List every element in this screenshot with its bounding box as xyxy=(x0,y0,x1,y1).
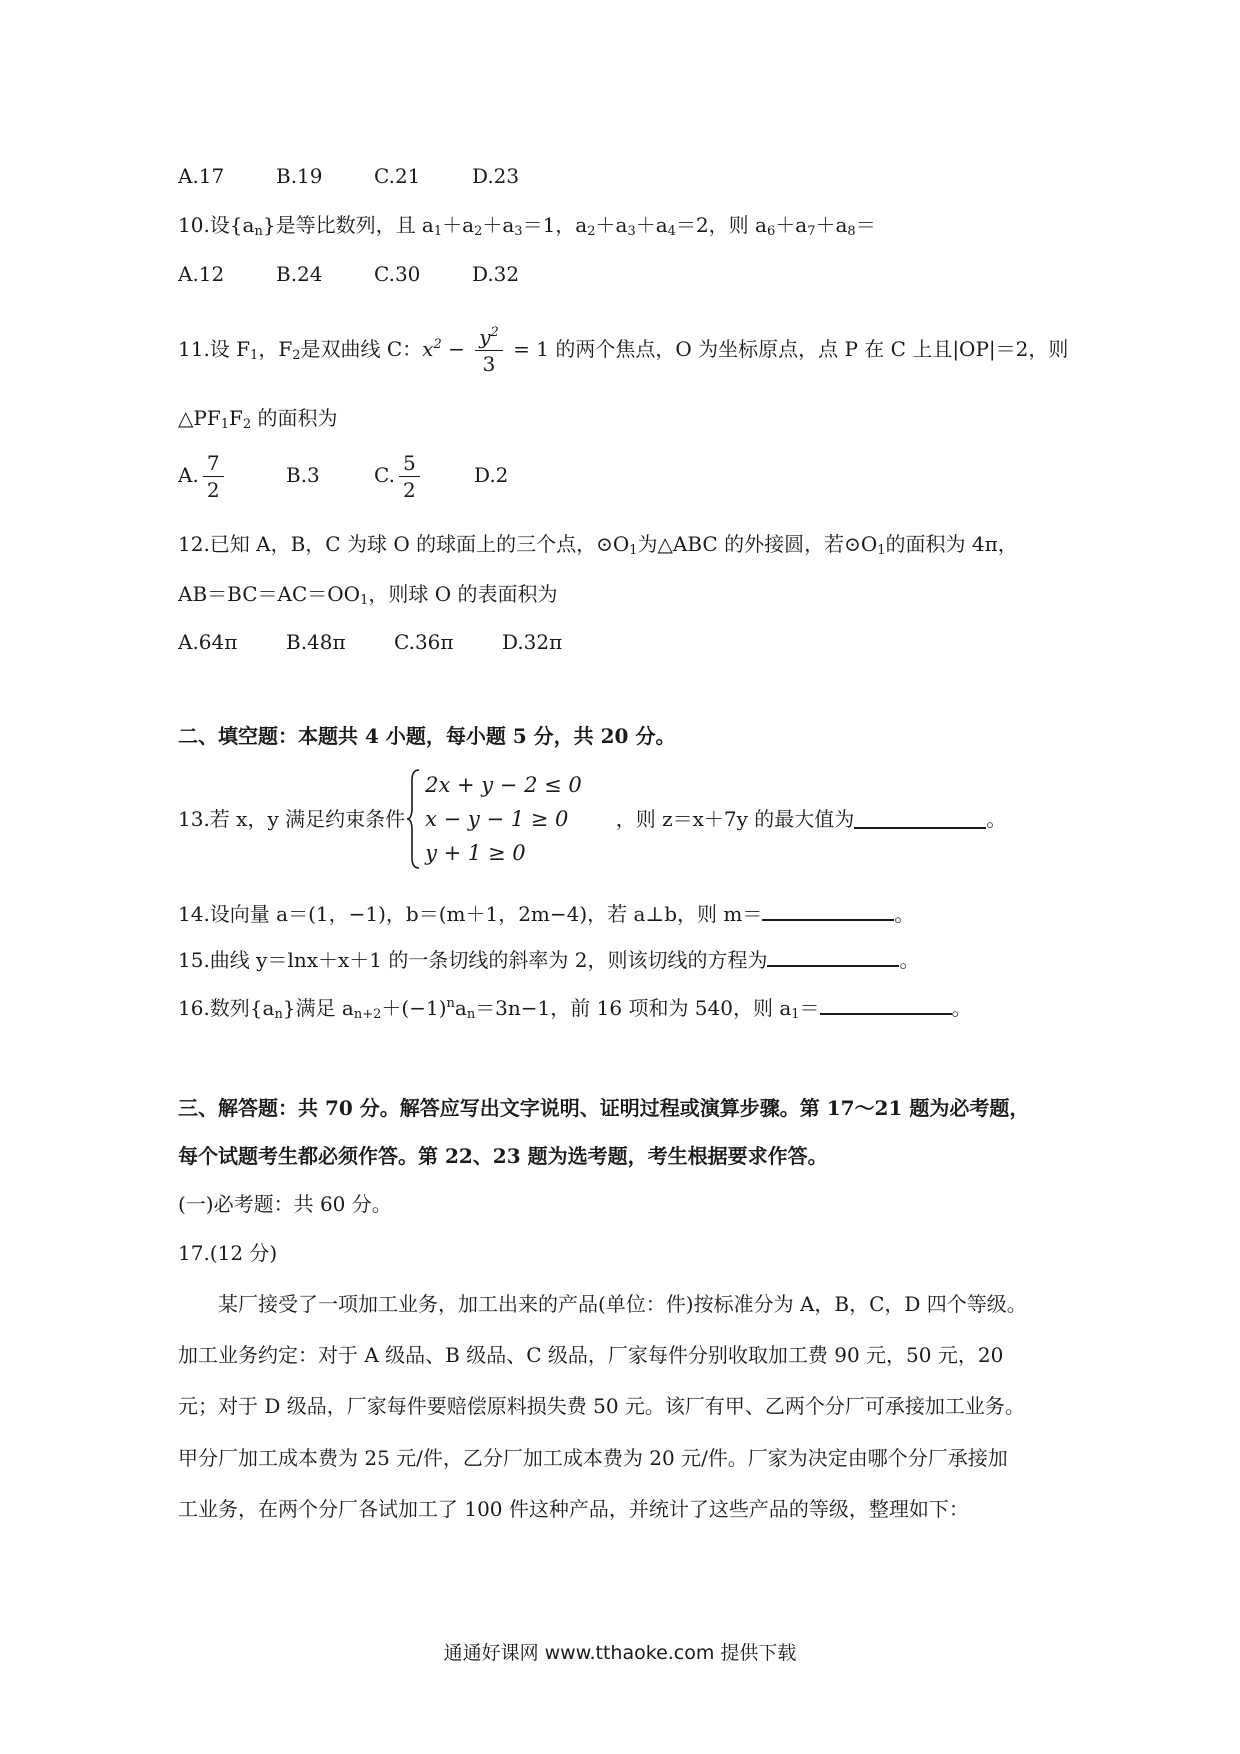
q12-options xyxy=(178,628,562,656)
q10-question: 10.设$\{a_n\}$是等比数列，且 $a_1+a_2+a_3=1$，$a_2+a_3+a_4=2$，则 $a_6+a_7+a_8=$ xyxy=(178,213,876,239)
q11-question-line2: $\triangle PF_1F_2$ 的面积为 xyxy=(178,406,338,432)
q10-options xyxy=(178,260,519,288)
q12-option-d: D.32π xyxy=(502,630,563,654)
q10-option-a: A.12 xyxy=(178,262,225,286)
q10-option-c: C.30 xyxy=(374,262,421,286)
q16-answer-blank[interactable] xyxy=(820,995,952,1015)
page-footer: 通通好课网 www.tthaoke.com 提供下载 xyxy=(443,1642,797,1664)
q14-answer-blank[interactable] xyxy=(762,901,894,921)
fraction-y2-over-3: $\frac{y^2}{3}$ xyxy=(475,324,503,377)
q15-answer-blank[interactable] xyxy=(767,947,899,967)
q11-option-b: B.3 xyxy=(286,463,320,487)
q11-option-c: C. $\frac{5}{2}$ xyxy=(374,450,474,503)
q9-option-b: B.19 xyxy=(276,164,323,188)
q14-question: 14.设向量 a＝(1，−1)，b＝(m＋1，2m−4)，若 a⊥b，则 m＝ 。 xyxy=(178,902,915,926)
q12-question-line1: 12.已知 A，B，C 为球 O 的球面上的三个点，$⊙O_1$为△ABC 的外接圆，若$⊙O_1$的面积为 4π， xyxy=(178,532,1018,558)
hyperbola-equation: $x^2$ − $\frac{y^2}{3}$ = 1 xyxy=(422,325,550,376)
q9-option-c: C.21 xyxy=(374,164,421,188)
constraint-system xyxy=(405,768,582,870)
q10-option-d: D.32 xyxy=(472,262,520,286)
q13-question: 13.若 x，y 满足约束条件 2x + y − 2 ≤ 0 x − y − 1 ≥ 0 y + 1 ≥ 0 ，则 z＝x＋7y 的最大值为 。 xyxy=(178,768,1006,870)
constraint-1: 2x + y − 2 ≤ 0 xyxy=(425,773,582,797)
q12-question-line2: $AB=BC=AC=OO_1$，则球 O 的表面积为 xyxy=(178,582,558,608)
q11-question-line1: 11.设 $F_1$，$F_2$是双曲线 C：$x^2$ − $\frac{y^2}{3}$ = 1 的两个焦点，O 为坐标原点，点 P 在 C 上且|OP|＝2，则 xyxy=(178,325,1069,376)
q17-paragraph-line1: 某厂接受了一项加工业务，加工出来的产品(单位：件)按标准分为 A，B，C，D 四个等级。 xyxy=(218,1292,1027,1316)
q11-option-d: D.2 xyxy=(474,463,509,487)
constraint-3: y + 1 ≥ 0 xyxy=(425,841,526,865)
q11-option-a: A. $\frac{7}{2}$ xyxy=(178,450,286,503)
q11-options xyxy=(178,450,508,503)
q16-question: 16.数列$\{a_n\}$满足 $a_{n+2}+(-1)^na_n=3n-1$，前 16 项和为 540，则 $a_1=$ 。 xyxy=(178,996,972,1022)
left-brace-icon xyxy=(405,768,421,870)
q17-paragraph-line5: 工业务，在两个分厂各试加工了 100 件这种产品，并统计了这些产品的等级，整理如下： xyxy=(178,1497,969,1521)
q10-option-b: B.24 xyxy=(276,262,323,286)
q17-title: 17.(12 分) xyxy=(178,1241,278,1265)
q17-paragraph-line3: 元；对于 D 级品，厂家每件要赔偿原料损失费 50 元。该厂有甲、乙两个分厂可承接加工业务。 xyxy=(178,1394,1025,1418)
section3-heading-line1: 三、解答题：共 70 分。解答应写出文字说明、证明过程或演算步骤。第 17～21 题为必考题， xyxy=(178,1096,1030,1120)
q12-option-b: B.48π xyxy=(286,630,346,654)
q9-option-d: D.23 xyxy=(472,164,520,188)
q17-paragraph-line2: 加工业务约定：对于 A 级品、B 级品、C 级品，厂家每件分别收取加工费 90 元，50 元，20 xyxy=(178,1343,1004,1367)
section3-part1: (一)必考题：共 60 分。 xyxy=(178,1192,392,1216)
q9-options xyxy=(178,162,519,190)
q17-paragraph-line4: 甲分厂加工成本费为 25 元/件，乙分厂加工成本费为 20 元/件。厂家为决定由哪个分厂承接加 xyxy=(178,1446,1008,1470)
section2-heading: 二、填空题：本题共 4 小题，每小题 5 分，共 20 分。 xyxy=(178,724,676,748)
constraint-2: x − y − 1 ≥ 0 xyxy=(425,807,569,831)
section3-heading-line2: 每个试题考生都必须作答。第 22、23 题为选考题，考生根据要求作答。 xyxy=(178,1144,828,1168)
q12-option-c: C.36π xyxy=(394,630,454,654)
q13-answer-blank[interactable] xyxy=(854,809,986,829)
q12-option-a: A.64π xyxy=(178,630,238,654)
q9-option-a: A.17 xyxy=(178,164,225,188)
q15-question: 15.曲线 y＝lnx＋x＋1 的一条切线的斜率为 2，则该切线的方程为 。 xyxy=(178,948,920,972)
